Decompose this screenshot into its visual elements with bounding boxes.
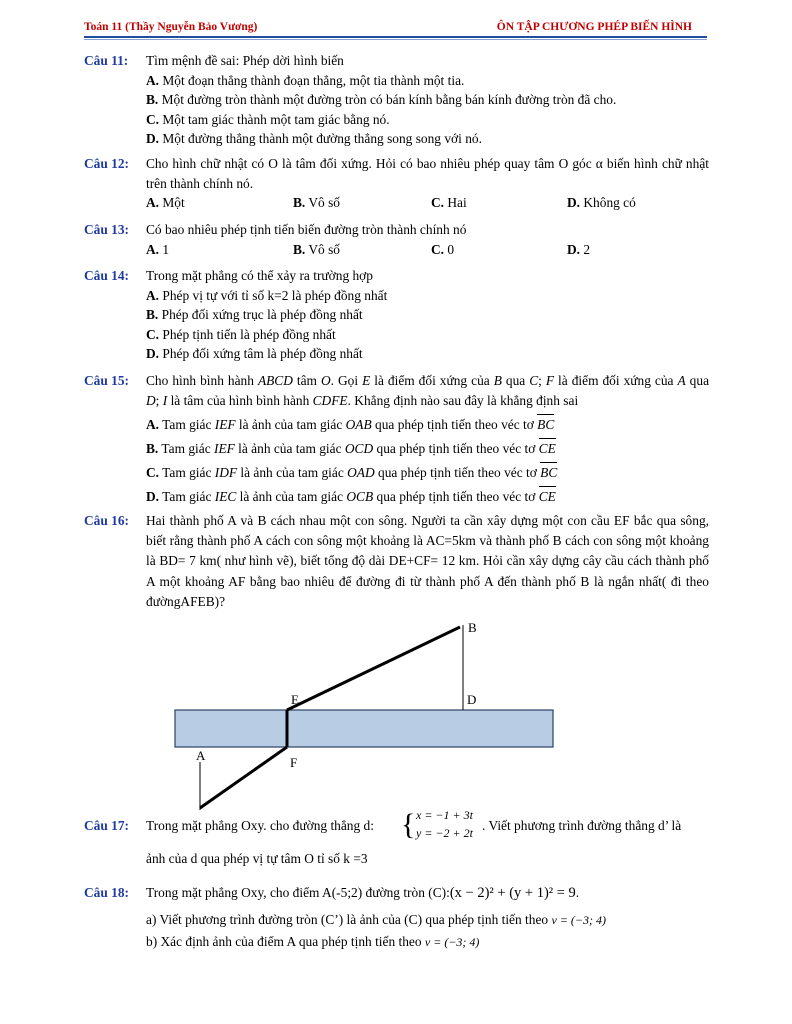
question-stem: Trong mặt phẳng có thể xảy ra trường hợp bbox=[146, 268, 373, 283]
question-stem: Trong mặt phẳng Oxy. cho đường thẳng d: bbox=[146, 818, 374, 833]
option-d: D. Một đường thẳng thành một đường thẳng song song với nó. bbox=[146, 131, 482, 146]
part-b: b) Xác định ảnh của điểm A qua phép tịnh tiến theo v = (−3; 4) bbox=[146, 934, 480, 949]
label-f: F bbox=[290, 755, 298, 770]
question-number: Câu 12: bbox=[84, 156, 130, 171]
header-right: ÔN TẬP CHƯƠNG PHÉP BIẾN HÌNH bbox=[496, 21, 692, 33]
option-d: D. Phép đối xứng tâm là phép đồng nhất bbox=[146, 346, 363, 361]
option-a: A. Một đoạn thẳng thành đoạn thẳng, một tia thành một tia. bbox=[146, 72, 465, 88]
question-number: Câu 15: bbox=[84, 373, 130, 388]
equation-x: x = −1 + 3t bbox=[416, 808, 473, 822]
option-b: B. Vô số bbox=[293, 241, 341, 257]
vector-v: v = (−3; 4) bbox=[424, 935, 480, 949]
question-number: Câu 16: bbox=[84, 513, 130, 528]
segment-fa bbox=[200, 747, 287, 808]
vector-ce: CE bbox=[539, 485, 556, 509]
question-18 bbox=[84, 883, 709, 953]
option-c: C. Hai bbox=[431, 195, 467, 210]
vector-v: v = (−3; 4) bbox=[551, 912, 606, 927]
header-left: Toán 11 (Thầy Nguyễn Bảo Vương) bbox=[84, 21, 258, 33]
question-stem: Tìm mệnh đề sai: Phép dời hình biến bbox=[146, 53, 344, 68]
question-number: Câu 18: bbox=[84, 885, 130, 900]
question-stem: Cho hình chữ nhật có O là tâm đối xứng. Hỏi có bao nhiêu phép quay tâm O góc α biến hình chữ nhật trên thành chính nó. bbox=[146, 156, 709, 191]
option-a: A. Tam giác IEF là ảnh của tam giác OAB qua phép tịnh tiến theo véc tơ BC bbox=[146, 413, 709, 437]
circle-equation: (x − 2)² + (y + 1)² = 9 bbox=[449, 885, 576, 901]
option-c: C. 0 bbox=[431, 241, 455, 257]
option-d: D. Tam giác IEC là ảnh của tam giác OCB qua phép tịnh tiến theo véc tơ CE bbox=[146, 485, 709, 509]
equation-y: y = −2 + 2t bbox=[416, 826, 473, 840]
segment-eb bbox=[287, 627, 460, 710]
label-d: D bbox=[467, 692, 477, 707]
option-c: C. Phép tịnh tiến là phép đồng nhất bbox=[146, 326, 336, 342]
brace: { bbox=[401, 808, 416, 841]
part-a: a) Viết phương trình đường tròn (C’) là ảnh của (C) qua phép tịnh tiến theo v = (−3; 4) bbox=[146, 911, 606, 927]
question-stem: Hai thành phố A và B cách nhau một con sông. Người ta cần xây dựng một con cầu EF bắc qua sông, biết rằng thành phố A cách con sông một khoảng là AC=5km và thành phố B cách con sông một khoảng là BD= 7 km( như hình vẽ), biết tổng độ dài DE+CF= 12 km. Hỏi cần xây dựng cây cầu cách thành phố A một khoảng AF bằng bao nhiêu để đường đi từ thành phố A đến thành phố B là ngắn nhất( đi theo đườngAFEB)? bbox=[146, 513, 709, 609]
option-b: B. Vô số bbox=[293, 195, 341, 210]
option-b: B. Phép đối xứng trục là phép đồng nhất bbox=[146, 307, 363, 322]
option-a: A. 1 bbox=[146, 241, 170, 257]
question-stem: Trong mặt phẳng Oxy, cho điểm A(-5;2) đường tròn (C):(x − 2)² + (y + 1)² = 9. bbox=[146, 885, 580, 901]
question-number: Câu 17: bbox=[84, 818, 130, 833]
vector-ce: CE bbox=[539, 437, 556, 461]
question-stem: Cho hình bình hành ABCD tâm O. Gọi E là điểm đối xứng của B qua C; F là điểm đối xứng của A qua D; I là tâm của hình bình hành CDFE. Khẳng định nào sau đây là khẳng định sai bbox=[146, 373, 710, 408]
vector-bc: BC bbox=[537, 413, 554, 437]
label-e: E bbox=[291, 692, 299, 707]
option-b: B. Tam giác IEF là ảnh của tam giác OCD qua phép tịnh tiến theo véc tơ CE bbox=[146, 437, 709, 461]
river bbox=[175, 710, 553, 747]
option-d: D. 2 bbox=[567, 241, 591, 257]
option-b: B. Một đường tròn thành một đường tròn có bán kính bằng bán kính đường tròn đã cho. bbox=[146, 92, 617, 107]
question-stem-cont: . Viết phương trình đường thẳng d’ là bbox=[482, 818, 682, 833]
vector-bc: BC bbox=[540, 461, 557, 485]
question-number: Câu 13: bbox=[84, 222, 130, 237]
option-c: C. Một tam giác thành một tam giác bằng nó. bbox=[146, 111, 390, 127]
question-17 bbox=[84, 808, 709, 876]
option-a: A. Một bbox=[146, 195, 185, 210]
option-a: A. Phép vị tự với tỉ số k=2 là phép đồng nhất bbox=[146, 287, 388, 303]
question-number: Câu 14: bbox=[84, 268, 130, 283]
question-stem-line2: ảnh của d qua phép vị tự tâm O tỉ số k =3 bbox=[146, 851, 368, 866]
label-a: A bbox=[196, 748, 206, 763]
question-stem: Có bao nhiêu phép tịnh tiến biến đường tròn thành chính nó bbox=[146, 222, 467, 237]
question-number: Câu 11: bbox=[84, 53, 129, 68]
label-b: B bbox=[468, 620, 477, 635]
option-d: D. Không có bbox=[567, 195, 636, 210]
option-c: C. Tam giác IDF là ảnh của tam giác OAD qua phép tịnh tiến theo véc tơ BC bbox=[146, 461, 709, 485]
